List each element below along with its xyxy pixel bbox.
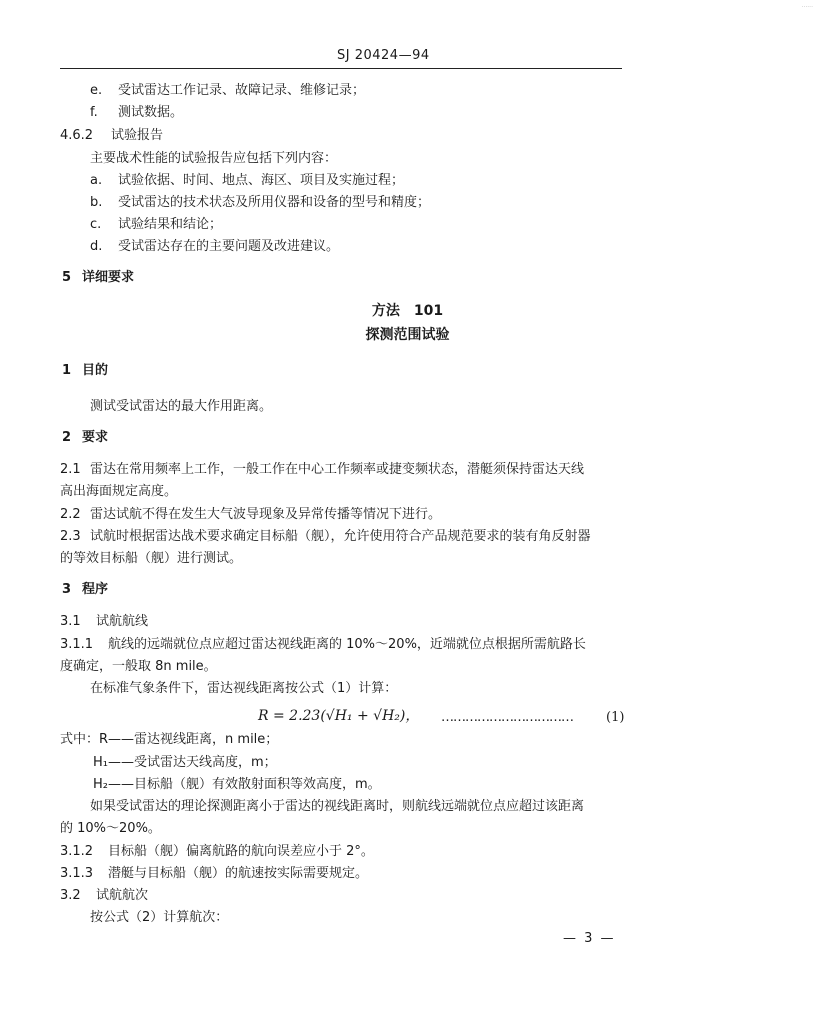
section-4-6-2-number: 4.6.2 xyxy=(60,128,94,143)
section-2-1-text: 雷达在常用频率上工作，一般工作在中心工作频率或捷变频状态，潜艇须保持雷达天线 xyxy=(90,462,585,477)
section-2-1-number: 2.1 xyxy=(60,462,81,477)
section-3-1-2-text: 目标船（舰）偏离航路的航向误差应小于 2°。 xyxy=(108,844,374,859)
report-item-c-letter: c. xyxy=(90,217,102,232)
report-item-a-text: 试验依据、时间、地点、海区、项目及实施过程； xyxy=(118,173,405,188)
formula-1: R = 2.23(√H₁ + √H₂)， xyxy=(258,708,420,724)
page-number: — 3 — xyxy=(563,931,616,946)
section-1-number: 1 xyxy=(62,363,72,378)
section-2-2-text: 雷达试航不得在发生大气波导现象及异常传播等情况下进行。 xyxy=(90,507,442,522)
section-2-number: 2 xyxy=(62,430,72,445)
section-2-2-number: 2.2 xyxy=(60,507,81,522)
section-5-title: 详细要求 xyxy=(82,270,135,285)
method-title: 方法 101 xyxy=(371,303,444,319)
report-item-c-text: 试验结果和结论； xyxy=(118,217,223,232)
section-5-number: 5 xyxy=(62,270,72,285)
section-3-2-number: 3.2 xyxy=(60,888,81,903)
section-3-number: 3 xyxy=(62,582,72,597)
item-f-text: 测试数据。 xyxy=(118,105,184,120)
report-item-b-letter: b. xyxy=(90,195,103,210)
section-3-2-title: 试航航次 xyxy=(96,888,149,903)
where-line: 式中：R——雷达视线距离，n mile； xyxy=(60,732,279,747)
section-3-1-2-number: 3.1.2 xyxy=(60,844,94,859)
item-e-text: 受试雷达工作记录、故障记录、维修记录； xyxy=(118,83,366,98)
section-3-1-3-text: 潜艇与目标船（舰）的航速按实际需要规定。 xyxy=(108,866,369,881)
section-3-1-number: 3.1 xyxy=(60,614,81,629)
report-item-b-text: 受试雷达的技术状态及所用仪器和设备的型号和精度； xyxy=(118,195,431,210)
doc-code: SJ 20424—94 xyxy=(337,48,430,63)
report-intro: 主要战术性能的试验报告应包括下列内容： xyxy=(90,151,338,166)
section-2-1-text-cont: 高出海面规定高度。 xyxy=(60,484,178,499)
section-2-title: 要求 xyxy=(82,430,109,445)
section-1-title: 目的 xyxy=(82,363,109,378)
report-item-a-letter: a. xyxy=(90,173,103,188)
h2-definition: H₂——目标船（舰）有效散射面积等效高度，m。 xyxy=(93,777,381,792)
section-1-text: 测试受试雷达的最大作用距离。 xyxy=(90,399,273,414)
paragraph-theoretical-range-cont: 的 10%～20%。 xyxy=(60,821,161,836)
section-3-title: 程序 xyxy=(82,582,109,597)
section-4-6-2-title: 试验报告 xyxy=(111,128,164,143)
report-item-d-text: 受试雷达存在的主要问题及改进建议。 xyxy=(118,239,340,254)
formula-leader-dots: …………………………… xyxy=(441,710,573,725)
item-f-letter: f. xyxy=(90,105,98,120)
formula-number: (1) xyxy=(606,710,625,725)
section-3-1-title: 试航航线 xyxy=(96,614,149,629)
report-item-d-letter: d. xyxy=(90,239,103,254)
paragraph-theoretical-range: 如果受试雷达的理论探测距离小于雷达的视线距离时，则航线远端就位点应超过该距离 xyxy=(90,799,585,814)
formula-intro: 在标准气象条件下，雷达视线距离按公式（1）计算： xyxy=(90,681,398,696)
section-3-1-1-text: 航线的远端就位点应超过雷达视线距离的 10%～20%，近端就位点根据所需航路长 xyxy=(108,637,586,652)
h1-definition: H₁——受试雷达天线高度，m； xyxy=(93,755,277,770)
section-2-3-text: 试航时根据雷达战术要求确定目标船（舰），允许使用符合产品规范要求的装有角反射器 xyxy=(90,529,591,544)
section-3-1-1-text-cont: 度确定，一般取 8n mile。 xyxy=(60,659,217,674)
item-e-letter: e. xyxy=(90,83,103,98)
method-subtitle: 探测范围试验 xyxy=(365,327,450,343)
header-rule xyxy=(60,68,622,69)
corner-mark: ...... xyxy=(801,2,813,9)
section-3-1-1-number: 3.1.1 xyxy=(60,637,94,652)
section-2-3-number: 2.3 xyxy=(60,529,81,544)
section-3-1-3-number: 3.1.3 xyxy=(60,866,94,881)
section-2-3-text-cont: 的等效目标船（舰）进行测试。 xyxy=(60,551,243,566)
section-3-2-text: 按公式（2）计算航次： xyxy=(90,910,229,925)
